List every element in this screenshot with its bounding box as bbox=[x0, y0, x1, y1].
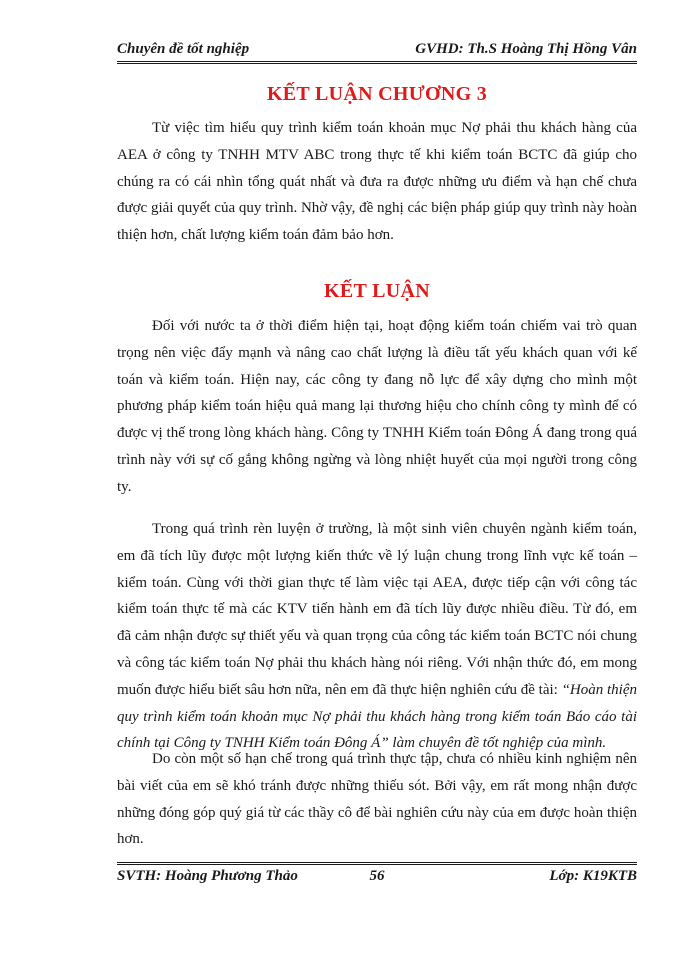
page-footer bbox=[117, 868, 637, 890]
conclusion-title: KẾT LUẬN bbox=[324, 280, 430, 302]
header-right: GVHD: Th.S Hoàng Thị Hồng Vân bbox=[415, 41, 637, 57]
footer-divider bbox=[117, 862, 637, 865]
page-number: 56 bbox=[369, 868, 385, 884]
header-divider bbox=[117, 61, 637, 64]
chapter-conclusion-title: KẾT LUẬN CHƯƠNG 3 bbox=[266, 83, 488, 105]
footer-student: SVTH: Hoàng Phương Thảo bbox=[117, 868, 298, 884]
thesis-topic-quote: “Hoàn thiện quy trình kiểm toán khoản mục Nợ phải thu khách hàng trong kiểm toán Báo cáo tài chính tại Công ty TNHH Kiểm toán Đông Á” làm chuyên đề tốt nghiệp của mình. bbox=[117, 681, 637, 752]
page-header bbox=[117, 36, 637, 58]
footer-class: Lớp: K19KTB bbox=[549, 868, 637, 884]
header-left: Chuyên đề tốt nghiệp bbox=[117, 41, 250, 57]
chapter-conclusion-paragraph: Từ việc tìm hiểu quy trình kiểm toán khoản mục Nợ phải thu khách hàng của AEA ở công ty TNHH MTV ABC trong thực tế khi kiểm toán BCTC đã giúp cho chúng ra có cái nhìn tổng quát nhất và đưa ra được những ưu điểm và hạn chế chưa được giải quyết của quy trình. Nhờ vậy, đề nghị các biện pháp giúp quy trình này hoàn thiện hơn, chất lượng kiểm toán đảm bảo hơn. bbox=[117, 120, 637, 244]
conclusion-paragraph-3: Do còn một số hạn chế trong quá trình thực tập, chưa có nhiều kinh nghiệm nên bài viết của em sẽ khó tránh được những thiếu sót. Bởi vậy, em rất mong nhận được những đóng góp quý giá từ các thầy cô để bài nghiên cứu này của em được hoàn thiện hơn. bbox=[117, 751, 637, 848]
conclusion-paragraph-2: Trong quá trình rèn luyện ở trường, là một sinh viên chuyên ngành kiểm toán, em đã tích lũy được một lượng kiến thức về lý luận chung trong lĩnh vực kế toán – kiểm toán. Cùng với thời gian thực tế làm việc tại AEA, được tiếp cận với công tác kiểm toán thực tế mà các KTV tiến hành em đã tích lũy được nhiều điều. Từ đó, em đã cảm nhận được sự thiết yếu và quan trọng của công tác kiểm toán BCTC nói chung và công tác kiểm toán Nợ phải thu khách hàng nói riêng. Với nhận thức đó, em mong muốn được hiểu biết sâu hơn nữa, nên em đã thực hiện nghiên cứu đề tài: “Hoàn thiện quy trình kiểm toán khoản mục Nợ phải thu khách hàng trong kiểm toán Báo cáo tài chính tại Công ty TNHH Kiểm toán Đông Á” làm chuyên đề tốt nghiệp của mình. bbox=[117, 521, 637, 752]
conclusion-paragraph-1: Đối với nước ta ở thời điểm hiện tại, hoạt động kiểm toán chiếm vai trò quan trọng nên việc đẩy mạnh và nâng cao chất lượng là điều tất yếu khách quan với kế toán và kiểm toán. Hiện nay, các công ty đang nỗ lực để xây dựng cho mình một phương pháp kiểm toán hiệu quả mang lại thương hiệu cho chính công ty mình để có được vị thế trong lòng khách hàng. Công ty TNHH Kiểm toán Đông Á đang trong quá trình này với sự cố gắng không ngừng và lòng nhiệt huyết của mọi người trong công ty. bbox=[117, 318, 637, 495]
